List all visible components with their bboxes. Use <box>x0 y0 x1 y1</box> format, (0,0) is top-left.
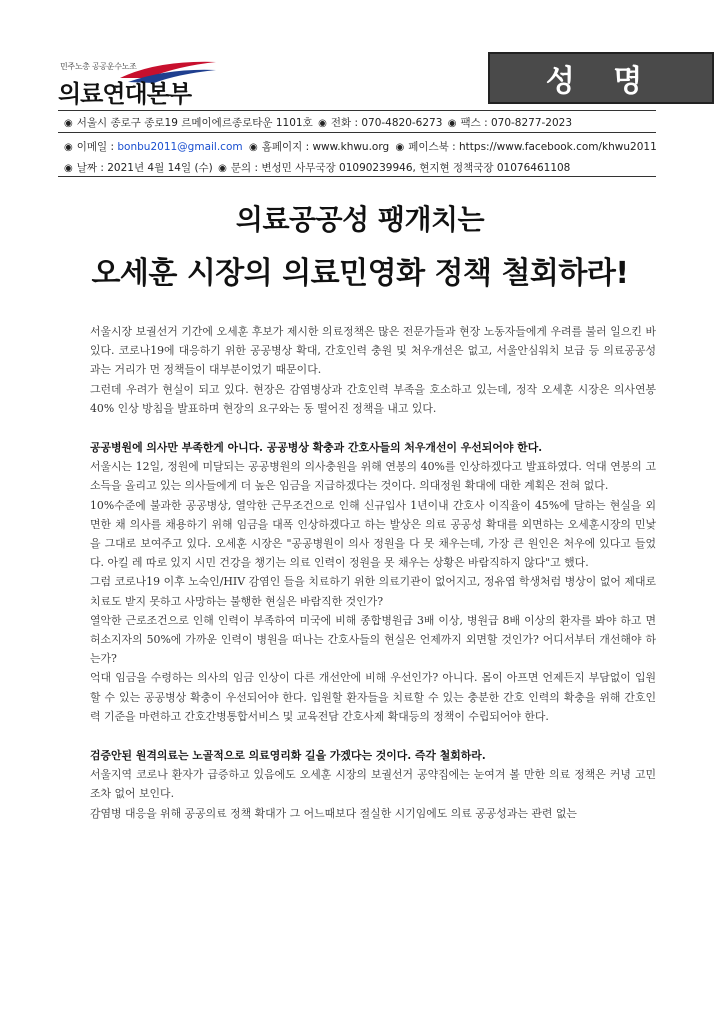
logo-org-name: 민주노총 공공운수노조 <box>60 62 137 71</box>
paragraph: 억대 임금을 수령하는 의사의 임금 인상이 다른 개선안에 비해 우선인가? 아니다. 몸이 아프면 언제든지 부담없이 입원 할 수 있는 공공병상 확충이 우선되어야 한다. 입원할 환자들을 치료할 수 있는 충분한 간호 인력의 확충을 위해 간호인력 기준을 마련하고 간호간병통합서비스 및 교육전담 간호사제 확대등의 정책이 수립되어야 한다. <box>90 671 656 723</box>
contact: 문의 : 변성민 사무국장 01090239946, 현지현 정책국장 01076461108 <box>230 162 571 174</box>
title-line-2: 오세훈 시장의 의료민영화 정책 철회하라! <box>91 256 629 291</box>
email-label: 이메일 : <box>76 141 118 153</box>
homepage[interactable]: 홈페이지 : www.khwu.org <box>261 141 390 153</box>
email-link[interactable]: bonbu2011@gmail.com <box>117 141 243 153</box>
paragraph: 서울시장 보궐선거 기간에 오세훈 후보가 제시한 의료정책은 많은 전문가들과 현장 노동자들에게 우려를 불러 일으킨 바 있다. 코로나19에 대응하기 위한 공공병상 확대, 간호인력 충원 및 처우개선은 없고, 서울안심워치 보급 등 의료공공성과는 거리가 먼 정책들이 대부분이었기 때문이다. <box>90 325 656 377</box>
bullet-icon: ◉ <box>318 118 327 129</box>
section-heading: 검증안된 원격의료는 노골적으로 의료영리화 길을 가겠다는 것이다. 즉각 철회하라. <box>90 749 486 763</box>
address: 서울시 종로구 종로19 르메이에르종로타운 1101호 <box>76 117 313 129</box>
bullet-icon: ◉ <box>64 163 73 174</box>
paragraph: 열악한 근로조건으로 인해 인력이 부족하여 미국에 비해 종합병원급 3배 이상, 병원급 8배 이상의 환자를 봐야 하고 면허소지자의 50%에 가까운 인력이 병원을 떠나는 간호사들의 현실은 언제까지 외면할 것인가? 어디서부터 개선해야 하는가? <box>90 613 656 666</box>
info-line-contact <box>64 139 657 154</box>
bullet-icon: ◉ <box>248 142 258 153</box>
divider <box>58 132 656 133</box>
bullet-icon: ◉ <box>395 142 405 153</box>
fax: 팩스 : 070-8277-2023 <box>460 117 573 129</box>
paragraph: 그럼 코로나19 이후 노숙인/HIV 감염인 들을 치료하기 위한 의료기관이 없어지고, 정유엽 학생처럼 병상이 없어 제대로 치료도 받지 못하고 사망하는 불행한 현실은 바람직한 것인가? <box>90 575 656 608</box>
paragraph: 그런데 우려가 현실이 되고 있다. 현장은 감염병상과 간호인력 부족을 호소하고 있는데, 정작 오세훈 시장은 의사연봉 40% 인상 방침을 발표하며 현장의 요구와는 동 떨어진 정책을 내고 있다. <box>90 382 656 415</box>
info-line-date <box>64 160 570 175</box>
paragraph: 서울시는 12일, 정원에 미달되는 공공병원의 의사충원을 위해 연봉의 40%를 인상하겠다고 발표하였다. 억대 연봉의 고소득을 올리고 있는 의사들에게 더 높은 임금을 지급하겠다는 것이다. 의대정원 확대에 대한 계획은 전혀 없다. <box>90 460 656 493</box>
date: 날짜 : 2021년 4월 14일 (수) <box>76 162 213 174</box>
paragraph: 10%수준에 불과한 공공병상, 열악한 근무조건으로 인해 신규입사 1년이내 간호사 이직율이 45%에 달하는 현실을 외면한 채 의사를 채용하기 위해 임금을 대폭 인상하겠다고 하는 발상은 의료 공공성 확대를 외면하는 오세훈시장의 민낯을 그대로 보여주고 있다. 오세훈 시장은 "공공병원이 의사 정원을 다 못 채우는데, 가장 큰 원인은 처우에 있다고 들었다. 아킬 레 따로 있지 시민 건강을 챙기는 의료 인력이 정원을 못 채우는 상황은 바람직하지 않다"고 했다. <box>90 498 656 570</box>
title-line-1: 의료공공성 팽개치는 <box>235 203 485 236</box>
statement-body <box>90 322 656 823</box>
phone: 전화 : 070-4820-6273 <box>330 117 443 129</box>
statement-badge: 성 명 <box>488 52 714 104</box>
union-logo <box>58 56 218 108</box>
facebook[interactable]: 페이스북 : https://www.facebook.com/khwu2011 <box>408 141 657 153</box>
info-line-address <box>64 115 572 130</box>
logo-title: 의료연대본부 <box>58 80 192 108</box>
bullet-icon: ◉ <box>447 118 457 129</box>
section-heading: 공공병원에 의사만 부족한게 아니다. 공공병상 확충과 간호사들의 처우개선이 우선되어야 한다. <box>90 441 543 455</box>
header <box>58 52 658 108</box>
bullet-icon: ◉ <box>64 142 73 153</box>
bullet-icon: ◉ <box>64 118 73 129</box>
divider <box>58 110 656 111</box>
paragraph: 감염병 대응을 위해 공공의료 정책 확대가 그 어느때보다 절실한 시기임에도 의료 공공성과는 관련 없는 <box>90 806 577 820</box>
paragraph: 서울지역 코로나 환자가 급증하고 있음에도 오세훈 시장의 보궐선거 공약집에는 눈여겨 볼 만한 의료 정책은 커녕 고민조차 없어 보인다. <box>90 768 656 801</box>
divider <box>58 176 656 177</box>
bullet-icon: ◉ <box>218 163 227 174</box>
